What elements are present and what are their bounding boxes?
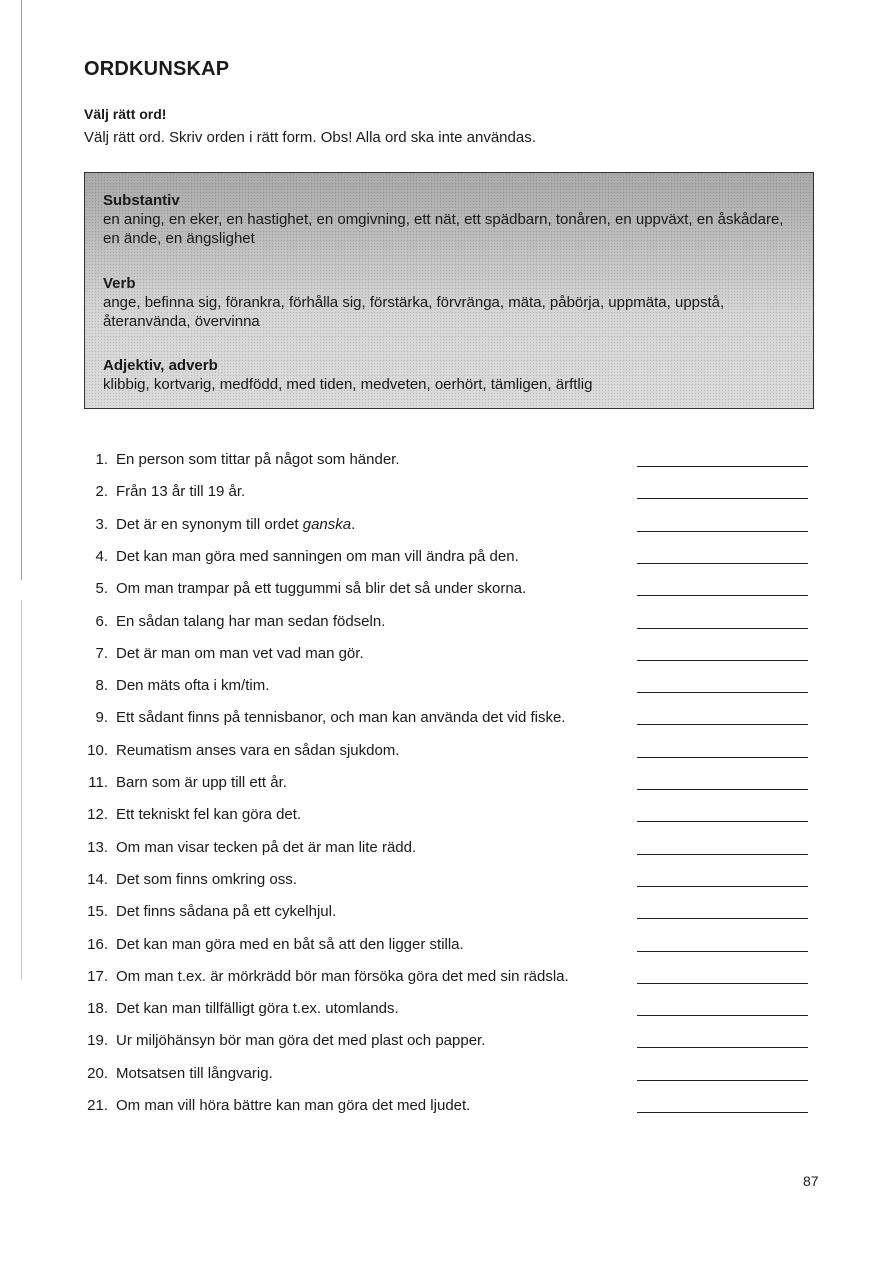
word-group-words: ange, befinna sig, förankra, förhålla sig, förstärka, förvränga, mäta, påbörja, uppmäta, uppstå, återanvända, övervinna (103, 294, 725, 330)
question-text-main: Från 13 år till 19 år. (116, 483, 246, 501)
question-text (116, 515, 355, 535)
answer-line[interactable] (637, 1080, 808, 1081)
question-text (116, 708, 565, 728)
question-number: 14. (87, 870, 108, 888)
word-group-heading: Substantiv (103, 192, 180, 209)
question-text (116, 450, 400, 470)
question-text-main: Det är en synonym till ordet (116, 515, 303, 533)
exercise-subtitle: Välj rätt ord! (84, 106, 167, 122)
answer-line[interactable] (637, 498, 808, 499)
answer-line[interactable] (637, 628, 808, 629)
question-text (116, 579, 526, 599)
question-text-main: Motsatsen till långvarig. (116, 1064, 273, 1082)
word-group-heading: Verb (103, 275, 136, 292)
question-number: 21. (87, 1097, 108, 1114)
question-number: 15. (87, 903, 108, 921)
answer-line[interactable] (637, 983, 808, 984)
answer-line[interactable] (637, 789, 808, 790)
question-text (116, 902, 336, 922)
question-text-main: Ett sådant finns på tennisbanor, och man kan använda det vid fiske. (116, 709, 566, 727)
question-number: 5. (95, 580, 108, 598)
question-text-main: Det kan man göra med sanningen om man vill ändra på den. (116, 547, 519, 565)
question-text (116, 676, 269, 696)
question-text-main: Ett tekniskt fel kan göra det. (116, 806, 302, 824)
question-item (84, 482, 814, 502)
question-number: 8. (95, 677, 108, 695)
answer-line[interactable] (637, 757, 808, 758)
page-title: ORDKUNSKAP (84, 58, 230, 80)
question-text-end: . (351, 515, 356, 533)
answer-line[interactable] (637, 724, 808, 725)
question-text-main: Det kan man göra med en båt så att den ligger stilla. (116, 935, 464, 953)
question-text (116, 482, 245, 502)
word-group-words: klibbig, kortvarig, medfödd, med tiden, medveten, oerhört, tämligen, ärftlig (103, 376, 593, 393)
answer-line[interactable] (637, 886, 808, 887)
question-text-main: Om man trampar på ett tuggummi så blir det så under skorna. (116, 580, 527, 598)
answer-line[interactable] (637, 951, 808, 952)
question-item (84, 773, 814, 793)
question-item (84, 838, 814, 858)
word-bank-box (84, 172, 814, 409)
question-text-main: Om man t.ex. är mörkrädd bör man försöka göra det med sin rädsla. (116, 967, 569, 985)
question-item (84, 579, 814, 599)
question-text (116, 644, 364, 664)
question-text (116, 999, 399, 1019)
question-text-main: Det som finns omkring oss. (116, 870, 297, 888)
answer-line[interactable] (637, 466, 808, 467)
question-text (116, 547, 519, 567)
answer-line[interactable] (637, 854, 808, 855)
question-number: 16. (87, 935, 108, 953)
answer-line[interactable] (637, 1112, 808, 1113)
question-text (116, 838, 416, 858)
question-text-main: Ur miljöhänsyn bör man göra det med plast och papper. (116, 1032, 486, 1050)
question-text-main: Om man visar tecken på det är man lite rädd. (116, 838, 417, 856)
question-emphasis: ganska (302, 515, 352, 533)
question-text (116, 1031, 485, 1051)
question-number: 2. (95, 483, 108, 501)
question-text (116, 967, 569, 987)
question-number: 13. (87, 838, 108, 856)
question-number: 1. (95, 451, 108, 468)
question-text (116, 870, 297, 890)
question-text (116, 935, 464, 955)
question-item (84, 902, 814, 922)
question-number: 17. (87, 967, 108, 985)
answer-line[interactable] (637, 595, 808, 596)
word-group-words: en aning, en eker, en hastighet, en omgivning, ett nät, ett spädbarn, tonåren, en uppväxt, en åskådare, en ände, en ängslighet (103, 211, 784, 247)
answer-line[interactable] (637, 918, 808, 919)
question-number: 7. (95, 644, 108, 662)
question-number: 12. (87, 806, 108, 824)
question-item (84, 999, 814, 1019)
question-text-main: Det finns sådana på ett cykelhjul. (116, 903, 337, 921)
answer-line[interactable] (637, 1015, 808, 1016)
question-number: 4. (95, 547, 108, 565)
question-item (84, 644, 814, 664)
answer-line[interactable] (637, 1047, 808, 1048)
answer-line[interactable] (637, 692, 808, 693)
question-text (116, 805, 301, 825)
question-number: 9. (95, 709, 108, 727)
question-number: 20. (87, 1064, 108, 1082)
question-text (116, 1064, 273, 1084)
question-text (116, 1096, 470, 1116)
answer-line[interactable] (637, 531, 808, 532)
question-number: 18. (87, 1000, 108, 1018)
question-number: 19. (87, 1032, 108, 1050)
question-item (84, 515, 814, 535)
question-text-main: Om man vill höra bättre kan man göra det med ljudet. (116, 1097, 471, 1114)
word-group-verbs (103, 274, 803, 331)
question-item (84, 1031, 814, 1051)
margin-line (21, 600, 22, 980)
question-item (84, 967, 814, 987)
word-group-nouns (103, 191, 803, 248)
question-number: 6. (95, 612, 108, 630)
answer-line[interactable] (637, 821, 808, 822)
page-number: 87 (803, 1173, 819, 1189)
question-text (116, 741, 399, 761)
question-text-main: Reumatism anses vara en sådan sjukdom. (116, 741, 400, 759)
question-item (84, 805, 814, 825)
exercise-instructions: Välj rätt ord. Skriv orden i rätt form. Obs! Alla ord ska inte användas. (84, 129, 536, 146)
question-text-main: Det kan man tillfälligt göra t.ex. utomlands. (116, 1000, 399, 1018)
answer-line[interactable] (637, 660, 808, 661)
question-text-main: En person som tittar på något som händer. (116, 451, 400, 468)
question-item (84, 676, 814, 696)
question-item (84, 708, 814, 728)
question-item (84, 1064, 814, 1084)
margin-line (21, 0, 22, 580)
word-group-adjectives (103, 356, 803, 394)
question-text-main: Barn som är upp till ett år. (116, 774, 287, 791)
question-item (84, 741, 814, 761)
question-item (84, 547, 814, 567)
question-item (84, 935, 814, 955)
question-text-main: Det är man om man vet vad man gör. (116, 644, 364, 662)
question-item (84, 870, 814, 890)
question-number: 3. (95, 515, 108, 533)
question-number: 11. (88, 774, 108, 791)
question-text (116, 612, 385, 632)
question-item (84, 1096, 814, 1116)
question-item (84, 450, 814, 470)
answer-line[interactable] (637, 563, 808, 564)
question-text (116, 773, 287, 793)
question-item (84, 612, 814, 632)
question-number: 10. (87, 741, 108, 759)
word-group-heading: Adjektiv, adverb (103, 357, 218, 374)
question-text-main: Den mäts ofta i km/tim. (116, 677, 270, 695)
question-text-main: En sådan talang har man sedan födseln. (116, 612, 386, 630)
